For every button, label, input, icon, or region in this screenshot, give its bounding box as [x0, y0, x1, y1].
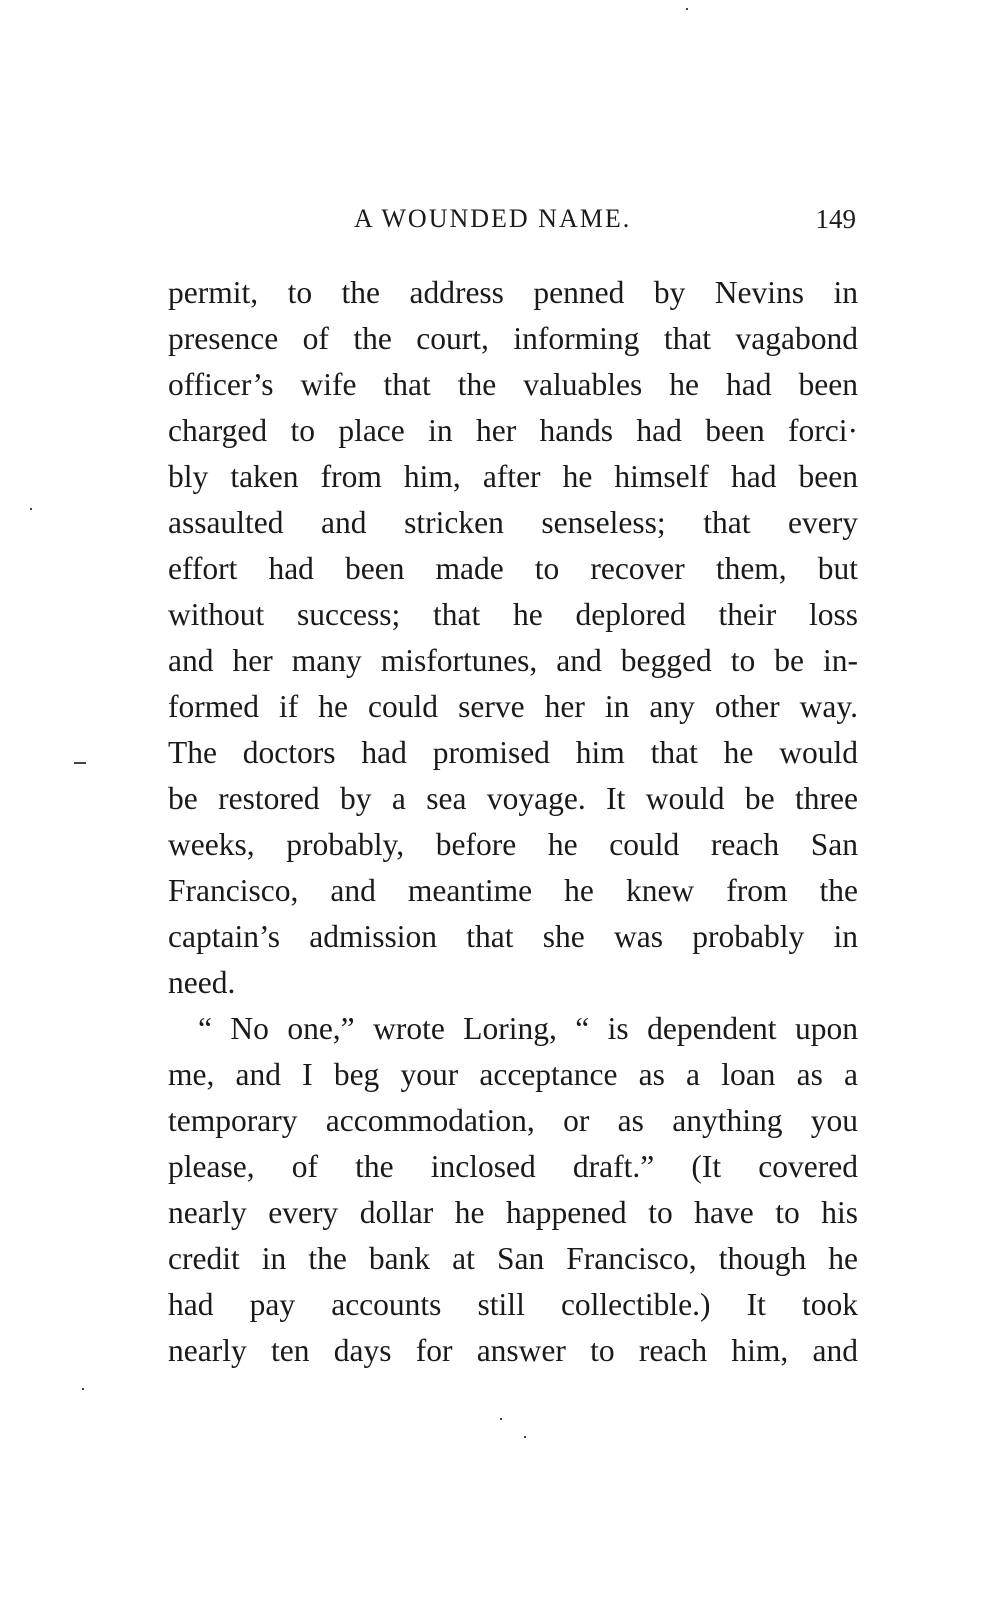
text-line: nearly ten days for answer to reach him, and — [168, 1333, 858, 1368]
text-line: temporary accommodation, or as anything you — [168, 1103, 858, 1138]
text-line: weeks, probably, before he could reach San — [168, 827, 858, 862]
text-line: please, of the inclosed draft.” (It covered — [168, 1149, 858, 1184]
text-line: The doctors had promised him that he would — [168, 735, 858, 770]
text-line: officer’s wife that the valuables he had been — [168, 367, 858, 402]
text-line: charged to place in her hands had been forci· — [168, 413, 858, 448]
margin-dash-mark — [74, 762, 86, 764]
scan-speck — [500, 1418, 502, 1420]
text-line: be restored by a sea voyage. It would be three — [168, 781, 858, 816]
text-line: need. — [168, 965, 236, 1000]
text-line: effort had been made to recover them, but — [168, 551, 858, 586]
text-line: bly taken from him, after he himself had been — [168, 459, 858, 494]
text-line: captain’s admission that she was probably in — [168, 919, 858, 954]
scan-speck — [686, 8, 688, 10]
running-head — [168, 204, 858, 244]
page-number: 149 — [815, 204, 856, 234]
text-line: formed if he could serve her in any other way. — [168, 689, 858, 724]
text-line: presence of the court, informing that vagabond — [168, 321, 858, 356]
scan-speck — [82, 1388, 84, 1390]
text-line: permit, to the address penned by Nevins in — [168, 275, 858, 310]
text-line: Francisco, and meantime he knew from the — [168, 873, 858, 908]
text-line: and her many misfortunes, and begged to be in- — [168, 643, 858, 678]
running-title: A WOUNDED NAME. — [354, 204, 632, 233]
scan-speck — [30, 508, 32, 510]
text-line: nearly every dollar he happened to have to his — [168, 1195, 858, 1230]
text-line: without success; that he deplored their loss — [168, 597, 858, 632]
text-line: “ No one,” wrote Loring, “ is dependent upon — [198, 1011, 858, 1046]
body-text — [168, 270, 858, 1374]
text-line: me, and I beg your acceptance as a loan as a — [168, 1057, 858, 1092]
text-line: assaulted and stricken senseless; that every — [168, 505, 858, 540]
text-line: had pay accounts still collectible.) It took — [168, 1287, 858, 1322]
text-line: credit in the bank at San Francisco, though he — [168, 1241, 858, 1276]
scan-speck — [524, 1436, 526, 1438]
